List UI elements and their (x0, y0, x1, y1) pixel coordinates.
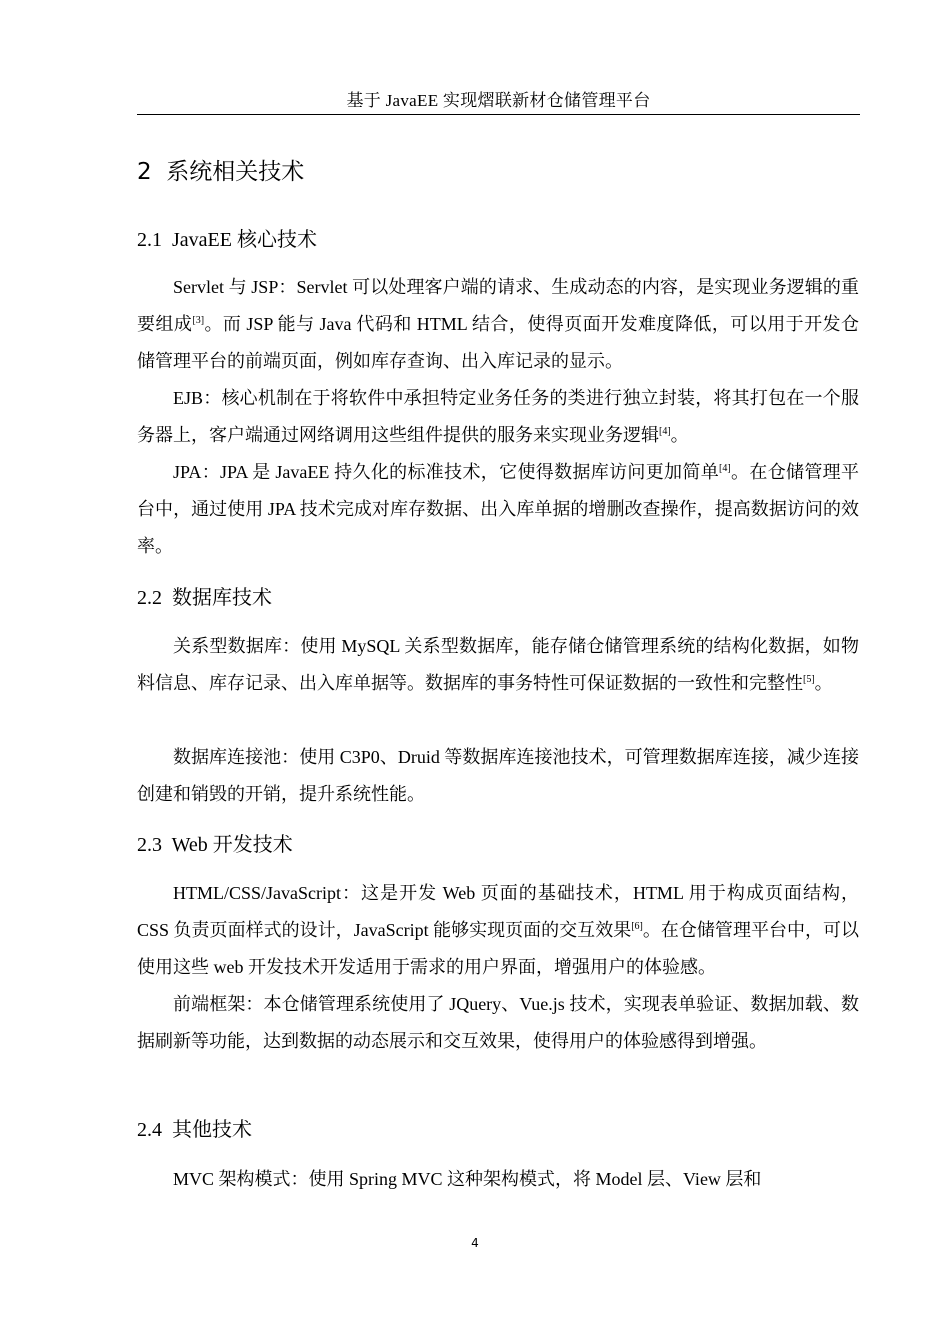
section-title: 开发技术 (212, 832, 293, 856)
section-heading-2-2 (137, 582, 272, 613)
citation-ref: [4] (719, 463, 731, 474)
header-rule (137, 114, 860, 115)
running-header: 基于 JavaEE 实现熠联新材仓储管理平台 (346, 91, 651, 110)
citation-ref: [4] (659, 426, 671, 437)
paragraph-jpa: JPA：JPA 是 JavaEE 持久化的标准技术，它使得数据库访问更加简单[4]。在仓储管理平台中，通过使用 JPA 技术完成对库存数据、出入库单据的增删改查操作，提高数据访问的效率。 (137, 462, 860, 556)
chapter-heading (137, 156, 304, 188)
paragraph-html-css-js: HTML/CSS/JavaScript：这是开发 Web 页面的基础技术，HTML 用于构成页面结构，CSS 负责页面样式的设计，JavaScript 能够实现页面的交互效果[6]。在仓储管理平台中，可以使用这些 web 开发技术开发适用于需求的用户界面，增强用户的体验感。 (137, 883, 859, 977)
chapter-title: 系统相关技术 (166, 159, 305, 185)
paragraph-servlet-jsp: Servlet 与 JSP：Servlet 可以处理客户端的请求、生成动态的内容，是实现业务逻辑的重要组成[3]。而 JSP 能与 Java 代码和 HTML 结合，使得页面开发难度降低，可以用于开发仓储管理平台的前端页面，例如库存查询、出入库记录的显示。 (137, 277, 860, 371)
section-title-latin: JavaEE (172, 229, 232, 251)
paragraph-mvc: MVC 架构模式：使用 Spring MVC 这种架构模式，将 Model 层、View 层和 (173, 1169, 762, 1189)
section-heading-2-3 (137, 829, 293, 860)
paragraph-frontend-framework: 前端框架：本仓储管理系统使用了 JQuery、Vue.js 技术，实现表单验证、数据加载、数据刷新等功能，达到数据的动态展示和交互效果，使得用户的体验感得到增强。 (137, 994, 859, 1051)
section-number: 2.2 (137, 587, 162, 609)
section-title: 核心技术 (236, 227, 317, 251)
section-title-latin: Web (171, 834, 208, 856)
section-number: 2.3 (137, 834, 162, 856)
chapter-number: 2 (137, 159, 152, 185)
citation-ref: [3] (192, 315, 205, 326)
section-heading-2-1 (137, 224, 317, 255)
section-title: 数据库技术 (172, 585, 272, 609)
section-number: 2.4 (137, 1119, 162, 1141)
section-title: 其他技术 (172, 1117, 252, 1141)
paragraph-connection-pool: 数据库连接池：使用 C3P0、Druid 等数据库连接池技术，可管理数据库连接，减少连接创建和销毁的开销，提升系统性能。 (137, 747, 859, 804)
paragraph-relational-db: 关系型数据库：使用 MySQL 关系型数据库，能存储仓储管理系统的结构化数据，如物料信息、库存记录、出入库单据等。数据库的事务特性可保证数据的一致性和完整性[5]。 (137, 636, 859, 693)
citation-ref: [6] (631, 921, 643, 932)
paragraph-ejb: EJB：核心机制在于将软件中承担特定业务任务的类进行独立封装，将其打包在一个服务器上，客户端通过网络调用这些组件提供的服务来实现业务逻辑[4]。 (137, 388, 859, 445)
citation-ref: [5] (803, 674, 815, 685)
page-number: 4 (471, 1236, 479, 1250)
section-number: 2.1 (137, 229, 162, 251)
section-heading-2-4 (137, 1114, 252, 1145)
